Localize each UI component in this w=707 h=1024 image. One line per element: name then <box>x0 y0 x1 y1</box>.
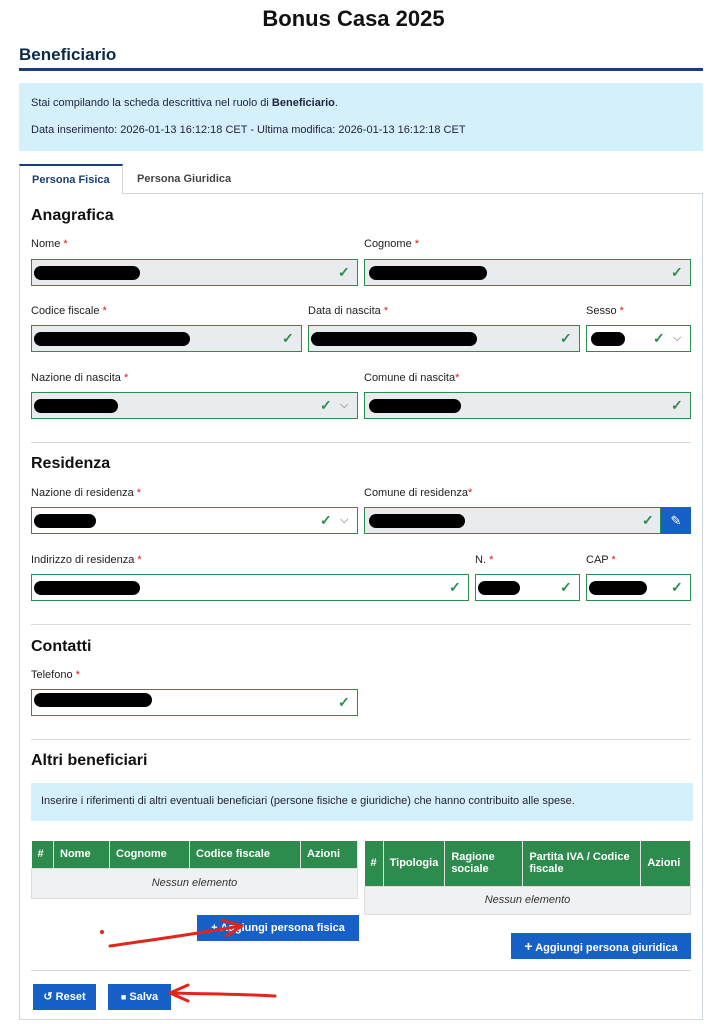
empty-row: Nessun elemento <box>32 868 358 898</box>
sesso-label: Sesso * <box>586 305 624 317</box>
chevron-down-icon: ⌵ <box>340 399 349 411</box>
telefono-label: Telefono * <box>31 669 80 681</box>
col-header-nome: Nome <box>54 841 110 868</box>
valid-check-icon: ✓ <box>320 512 332 528</box>
valid-check-icon: ✓ <box>671 264 683 280</box>
altri-beneficiari-info: Inserire i riferimenti di altri eventuali beneficiari (persone fisiche e giuridiche) che hanno contribuito alle spese. <box>31 783 693 821</box>
reset-button[interactable]: ↺ Reset <box>33 984 96 1010</box>
save-button[interactable]: ■ Salva <box>108 984 171 1010</box>
chevron-down-icon: ⌵ <box>340 514 349 526</box>
valid-check-icon: ✓ <box>338 694 350 710</box>
anagrafica-heading: Anagrafica <box>31 207 114 224</box>
valid-check-icon: ✓ <box>653 330 665 346</box>
section-title: Beneficiario <box>19 45 117 64</box>
data-nascita-label: Data di nascita * <box>308 305 389 317</box>
contatti-heading: Contatti <box>31 638 92 655</box>
edit-pencil-icon[interactable]: ✎ <box>661 507 691 534</box>
plus-icon: + <box>211 922 218 934</box>
numero-civico-label: N. * <box>475 554 494 566</box>
reset-icon: ↺ <box>43 991 53 1003</box>
annotation-dot <box>100 930 104 934</box>
valid-check-icon: ✓ <box>560 330 572 346</box>
col-header-tipologia: Tipologia <box>383 841 445 886</box>
plus-icon: + <box>524 938 533 954</box>
nome-label: Nome * <box>31 238 68 250</box>
chevron-down-icon: ⌵ <box>673 332 682 344</box>
add-persona-fisica-button[interactable]: + Aggiungi persona fisica <box>197 915 359 941</box>
valid-check-icon: ✓ <box>671 397 683 413</box>
tab-persona-fisica[interactable]: Persona Fisica <box>19 164 123 195</box>
valid-check-icon: ✓ <box>642 512 654 528</box>
valid-check-icon: ✓ <box>320 397 332 413</box>
cap-label: CAP * <box>586 554 616 566</box>
role-info-line: Stai compilando la scheda descrittiva nel ruolo di Beneficiario. <box>31 97 338 109</box>
empty-row: Nessun elemento <box>365 886 691 914</box>
nazione-residenza-label: Nazione di residenza * <box>31 487 142 499</box>
altri-beneficiari-heading: Altri beneficiari <box>31 752 148 769</box>
col-header-ragione-sociale: Ragione sociale <box>445 841 523 886</box>
valid-check-icon: ✓ <box>338 264 350 280</box>
add-persona-giuridica-button[interactable]: + Aggiungi persona giuridica <box>511 933 691 959</box>
page-title: Bonus Casa 2025 <box>262 6 445 31</box>
col-header-cognome: Cognome <box>110 841 190 868</box>
floppy-disk-icon: ■ <box>120 992 127 1002</box>
dates-info-line: Data inserimento: 2026-01-13 16:12:18 CET - Ultima modifica: 2026-01-13 16:12:18 CET <box>31 124 466 136</box>
col-header-partita-iva: Partita IVA / Codice fiscale <box>523 841 641 886</box>
comune-residenza-label: Comune di residenza* <box>364 487 473 499</box>
residenza-heading: Residenza <box>31 455 111 472</box>
valid-check-icon: ✓ <box>671 579 683 595</box>
valid-check-icon: ✓ <box>560 579 572 595</box>
role-name: Beneficiario <box>271 97 335 109</box>
nazione-nascita-label: Nazione di nascita * <box>31 372 129 384</box>
tab-persona-giuridica[interactable]: Persona Giuridica <box>137 173 232 185</box>
cognome-label: Cognome * <box>364 238 420 250</box>
valid-check-icon: ✓ <box>282 330 294 346</box>
col-header-azioni: Azioni <box>641 841 691 886</box>
col-header-index: # <box>32 841 54 868</box>
col-header-azioni: Azioni <box>301 841 358 868</box>
comune-nascita-label: Comune di nascita* <box>364 372 460 384</box>
valid-check-icon: ✓ <box>449 579 461 595</box>
indirizzo-residenza-label: Indirizzo di residenza * <box>31 554 142 566</box>
col-header-index: # <box>365 841 384 886</box>
codice-fiscale-label: Codice fiscale * <box>31 305 107 317</box>
annotation-arrow-add-fisica <box>110 926 240 946</box>
col-header-codice-fiscale: Codice fiscale <box>190 841 301 868</box>
annotation-arrow-salva <box>172 993 275 996</box>
